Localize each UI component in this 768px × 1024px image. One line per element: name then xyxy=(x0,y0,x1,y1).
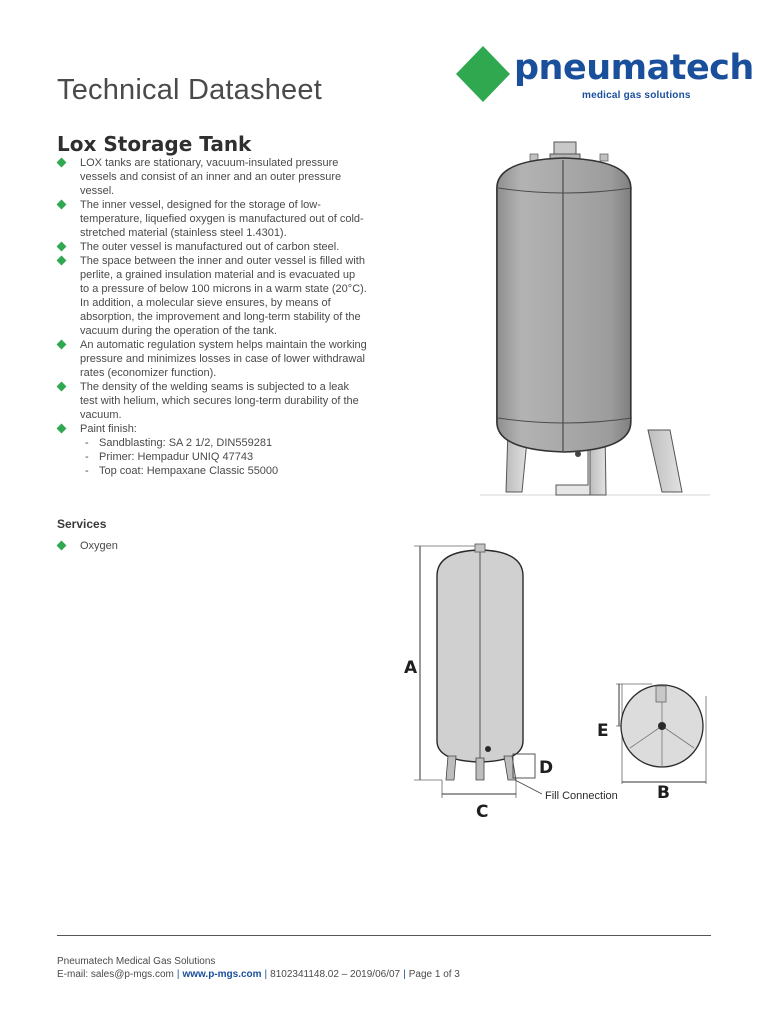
pneumatech-logo xyxy=(456,44,754,104)
dimension-label-c: C xyxy=(476,802,489,822)
fill-connection-label: Fill Connection xyxy=(545,790,618,802)
footer-email[interactable]: E-mail: sales@p-mgs.com xyxy=(57,969,174,980)
service-item: Oxygen xyxy=(57,539,118,553)
dimension-diagram xyxy=(390,536,722,824)
paint-finish-item: - Top coat: Hempaxane Classic 55000 xyxy=(85,465,279,477)
green-diamond-icon xyxy=(57,340,67,350)
page-title: Technical Datasheet xyxy=(57,74,322,106)
paint-finish-item: - Primer: Hempadur UNIQ 47743 xyxy=(85,451,254,463)
dimension-label-e: E xyxy=(597,721,609,741)
footer-company: Pneumatech Medical Gas Solutions xyxy=(57,956,216,967)
footer-doc-number: 8102341148.02 xyxy=(270,969,339,980)
footer-divider xyxy=(57,935,711,936)
green-diamond-icon xyxy=(57,541,67,551)
footer-page-number: Page 1 of 3 xyxy=(408,969,460,980)
footer-website-link[interactable]: www.p-mgs.com xyxy=(182,969,262,980)
footer xyxy=(57,955,460,981)
footer-date: – 2019/06/07 xyxy=(341,969,401,980)
product-title: Lox Storage Tank xyxy=(57,132,252,156)
dimension-label-a: A xyxy=(404,658,418,678)
dimension-label-b: B xyxy=(657,783,670,803)
feature-item-paint-finish: Paint finish: - Sandblasting: SA 2 1/2, DIN559281 - Primer: Hempadur UNIQ 47743 - Top coat: Hempaxane Classic 55000 xyxy=(57,422,367,478)
footer-contact-line: E-mail: sales@p-mgs.com | www.p-mgs.com | 8102341148.02 – 2019/06/07 | Page 1 of 3 xyxy=(57,969,460,980)
feature-item: The outer vessel is manufactured out of carbon steel. xyxy=(57,240,367,254)
dimension-label-d: D xyxy=(539,758,554,778)
green-diamond-icon xyxy=(57,200,67,210)
green-diamond-icon xyxy=(57,382,67,392)
paint-finish-item: - Sandblasting: SA 2 1/2, DIN559281 xyxy=(85,437,273,449)
logo-diamond-icon xyxy=(456,46,510,102)
green-diamond-icon xyxy=(57,158,67,168)
feature-item: The inner vessel, designed for the storage of low-temperature, liquefied oxygen is manufactured out of cold-stretched material (stainless steel 1.4301). xyxy=(57,198,367,240)
feature-item: The space between the inner and outer vessel is filled with perlite, a grained insulation material and is evacuated up to a pressure of below 100 microns in a warm state (20°C). In addition, a molecular sieve ensures, by means of absorption, the improvement and long-term stability of the vacuum during the operation of the tank. xyxy=(57,254,367,338)
green-diamond-icon xyxy=(57,242,67,252)
green-diamond-icon xyxy=(57,424,67,434)
logo-wordmark: pneumatech xyxy=(514,48,754,88)
feature-item: LOX tanks are stationary, vacuum-insulated pressure vessels and consist of an inner and an outer pressure vessel. xyxy=(57,156,367,198)
tank-photo xyxy=(470,140,716,505)
services-list xyxy=(57,539,118,553)
feature-item: The density of the welding seams is subjected to a leak test with helium, which secures long-term durability of the vacuum. xyxy=(57,380,367,422)
green-diamond-icon xyxy=(57,256,67,266)
services-title: Services xyxy=(57,517,107,531)
feature-list xyxy=(57,156,367,478)
logo-tagline: medical gas solutions xyxy=(582,90,691,101)
feature-item: An automatic regulation system helps maintain the working pressure and minimizes losses in case of lower withdrawal rates (economizer function). xyxy=(57,338,367,380)
paint-finish-list xyxy=(80,436,367,478)
